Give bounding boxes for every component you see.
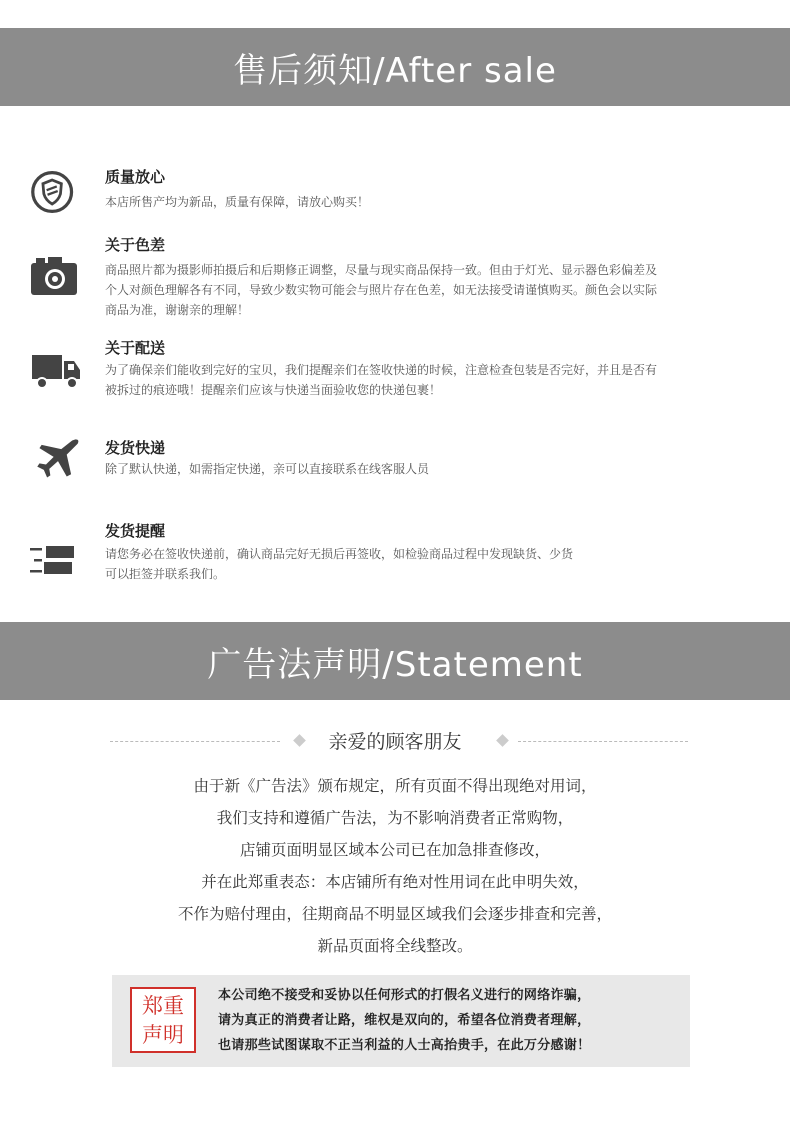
item-title: 关于配送 <box>105 339 166 357</box>
item-title: 关于色差 <box>105 236 166 254</box>
notice-line: 也请那些试图谋取不正当利益的人士高抬贵手，在此万分感谢！ <box>218 1038 591 1053</box>
statement-title: 广告法声明/Statement <box>207 644 583 685</box>
statement-line: 并在此郑重表态：本店铺所有绝对性用词在此申明失效， <box>201 873 589 891</box>
statement-line: 我们支持和遵循广告法，为不影响消费者正常购物， <box>216 809 574 827</box>
statement-line: 由于新《广告法》颁布规定，所有页面不得出现绝对用词， <box>193 777 597 795</box>
statement-body <box>0 770 790 962</box>
statement-banner <box>0 622 790 700</box>
notice-line: 请为真正的消费者让路，维权是双向的，希望各位消费者理解， <box>218 1013 591 1028</box>
camera-icon <box>28 252 80 300</box>
truck-icon <box>30 347 82 395</box>
item-title: 发货提醒 <box>105 522 166 540</box>
stamp-line: 郑重 <box>142 994 184 1018</box>
item-desc-line: 个人对颜色理解各有不同，导致少数实物可能会与照片存在色差，如无法接受请谨慎购买。颜色会以实际 <box>105 283 658 297</box>
statement-line: 不作为赔付理由，往期商品不明显区域我们会逐步排查和完善， <box>177 905 612 923</box>
notice-line: 本公司绝不接受和妥协以任何形式的打假名义进行的网络诈骗， <box>218 988 591 1003</box>
item-desc-line: 除了默认快递，如需指定快递，亲可以直接联系在线客服人员 <box>105 462 430 476</box>
shield-icon <box>28 168 80 216</box>
statement-line: 店铺页面明显区域本公司已在加急排查修改， <box>239 841 550 859</box>
item-title: 质量放心 <box>105 168 166 186</box>
statement-line: 新品页面将全线整改。 <box>317 937 473 955</box>
item-desc-line: 为了确保亲们能收到完好的宝贝，我们提醒亲们在签收快递的时候，注意检查包装是否完好，并且是否有 <box>105 363 658 377</box>
airplane-icon <box>32 435 84 483</box>
solemn-stamp <box>130 987 196 1053</box>
item-desc-line: 被拆过的痕迹哦！提醒亲们应该与快递当面验收您的快递包裹！ <box>105 383 442 397</box>
after-sale-title: 售后须知/After sale <box>233 50 557 91</box>
item-desc-line: 商品照片都为摄影师拍摄后和后期修正调整，尽量与现实商品保持一致。但由于灯光、显示器色彩偏差及 <box>105 263 658 277</box>
statement-subtitle: 亲爱的顾客朋友 <box>328 731 462 753</box>
after-sale-banner <box>0 28 790 106</box>
item-desc-line: 商品为准，谢谢亲的理解！ <box>105 303 250 317</box>
item-desc-line: 本店所售产均为新品，质量有保障，请放心购买！ <box>105 195 370 209</box>
item-desc-line: 请您务必在签收快递前，确认商品完好无损后再签收，如检验商品过程中发现缺货、少货 <box>105 547 574 561</box>
solemn-notice-box <box>112 975 690 1067</box>
divider <box>518 741 688 742</box>
item-title: 发货快递 <box>105 439 166 457</box>
item-desc-line: 可以拒签并联系我们。 <box>105 567 226 581</box>
fast-delivery-icon <box>28 536 80 584</box>
statement-subheading <box>0 727 790 757</box>
stamp-line: 声明 <box>142 1023 184 1047</box>
